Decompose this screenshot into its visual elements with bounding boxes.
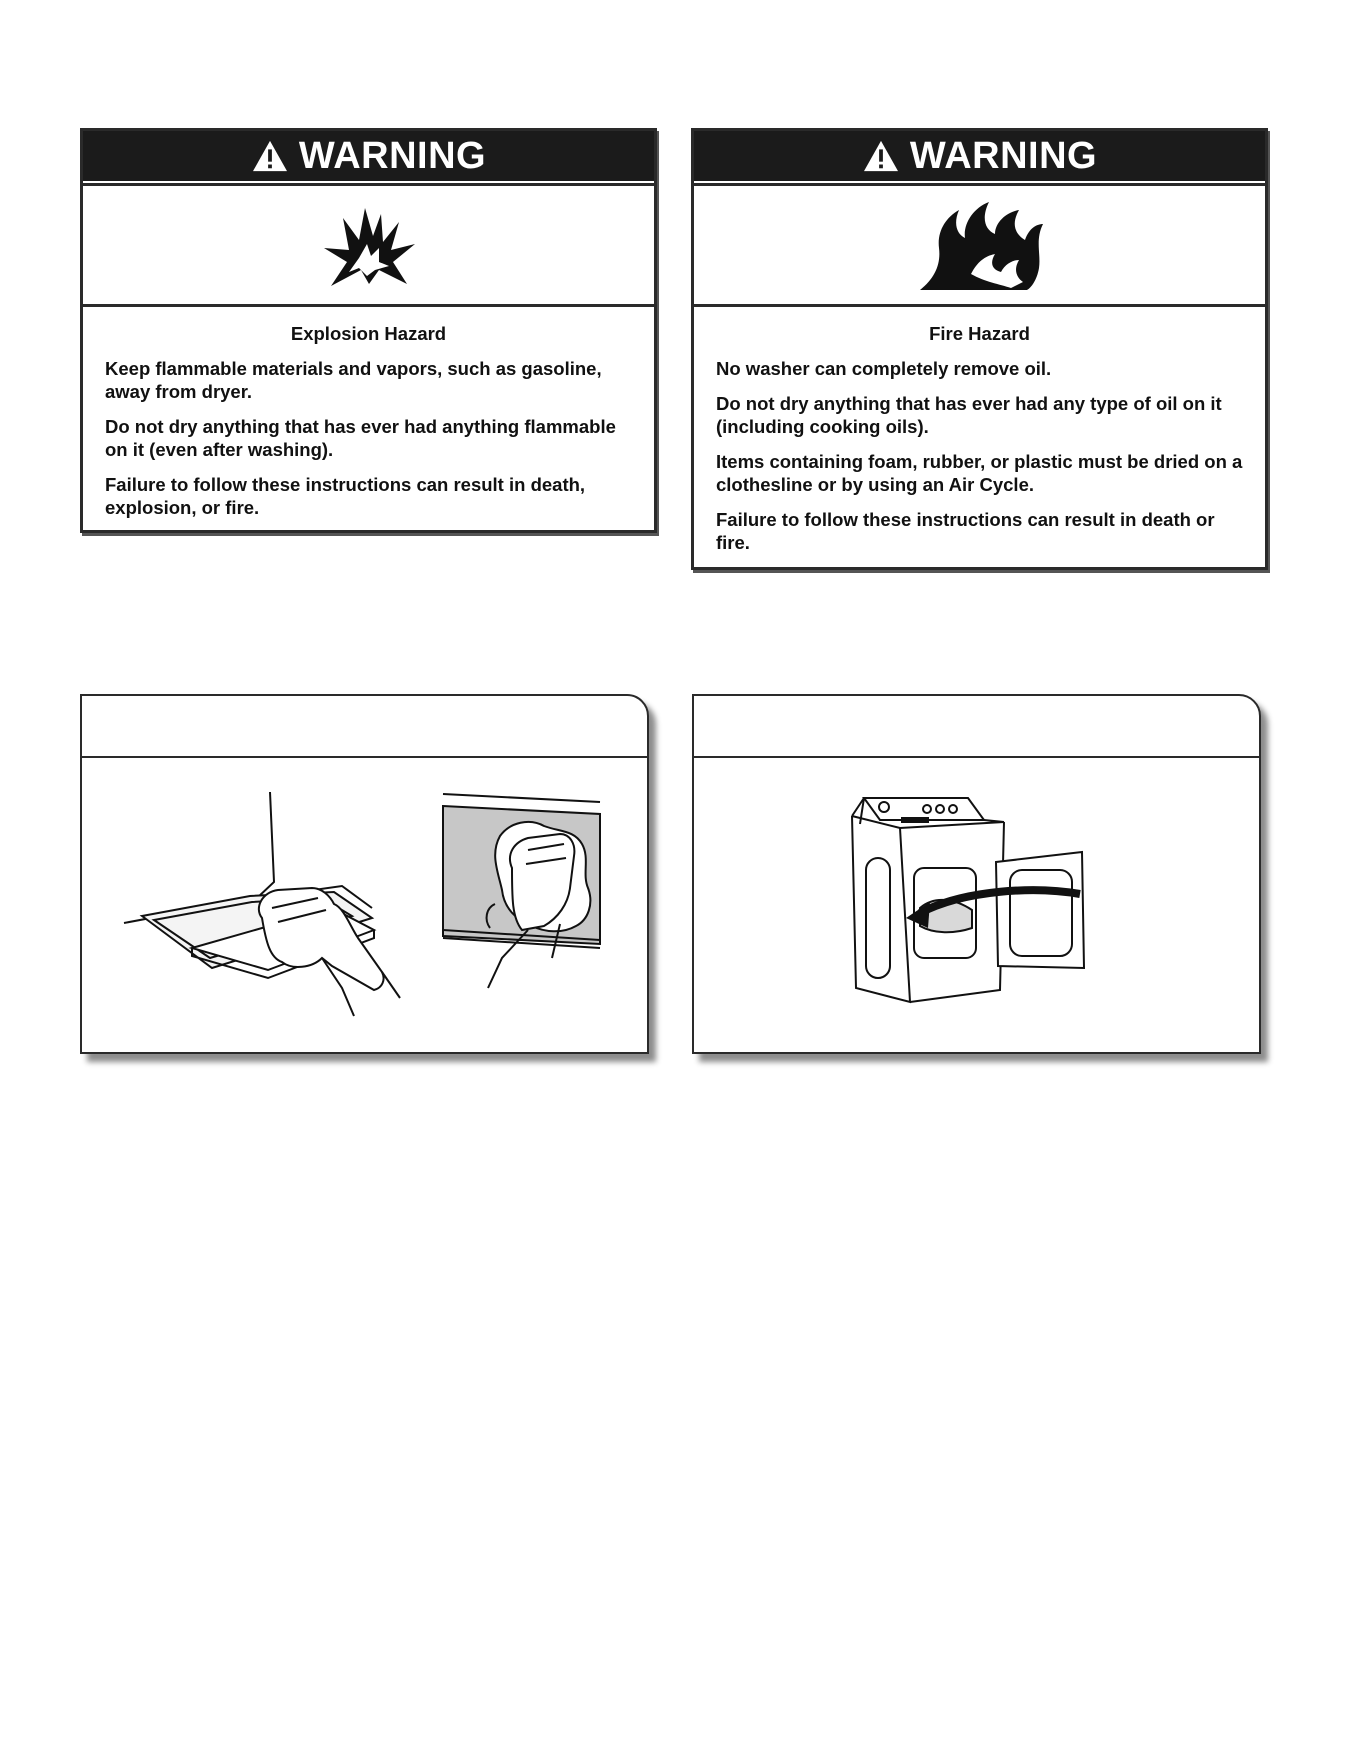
warning-banner [83, 131, 654, 181]
load-dryer-illustration [694, 758, 1259, 1052]
warning-banner [694, 131, 1265, 181]
step-panel-clean-lint-screen [80, 694, 649, 1054]
warning-line: Keep flammable materials and vapors, such as gasoline, away from dryer. [105, 358, 602, 402]
explosion-icon [319, 200, 419, 290]
fire-icon [915, 198, 1045, 293]
step-panel-header [694, 696, 1259, 758]
warning-line: Items containing foam, rubber, or plastic must be dried on a clothesline or by using an Air Cycle. [716, 451, 1243, 495]
hazard-title: Fire Hazard [929, 323, 1030, 344]
warning-line: No washer can completely remove oil. [716, 358, 1052, 379]
step-panel-load-dryer [692, 694, 1261, 1054]
warning-box-explosion [80, 128, 657, 533]
clean-lint-screen-illustration [82, 758, 647, 1052]
hazard-symbol-panel [694, 183, 1265, 307]
step-panel-header [82, 696, 647, 758]
warning-line: Failure to follow these instructions can result in death or fire. [716, 509, 1215, 553]
alert-triangle-icon [862, 139, 900, 173]
warning-line: Failure to follow these instructions can result in death, explosion, or fire. [105, 474, 586, 518]
warning-heading: WARNING [909, 134, 1098, 177]
hazard-title: Explosion Hazard [290, 323, 447, 344]
warning-line: Do not dry anything that has ever had any type of oil on it (including cooking oils). [716, 393, 1222, 437]
hazard-symbol-panel [83, 183, 654, 307]
warning-heading: WARNING [298, 134, 487, 177]
warning-box-fire [691, 128, 1268, 570]
warning-line: Do not dry anything that has ever had anything flammable on it (even after washing). [105, 416, 616, 460]
alert-triangle-icon [251, 139, 289, 173]
